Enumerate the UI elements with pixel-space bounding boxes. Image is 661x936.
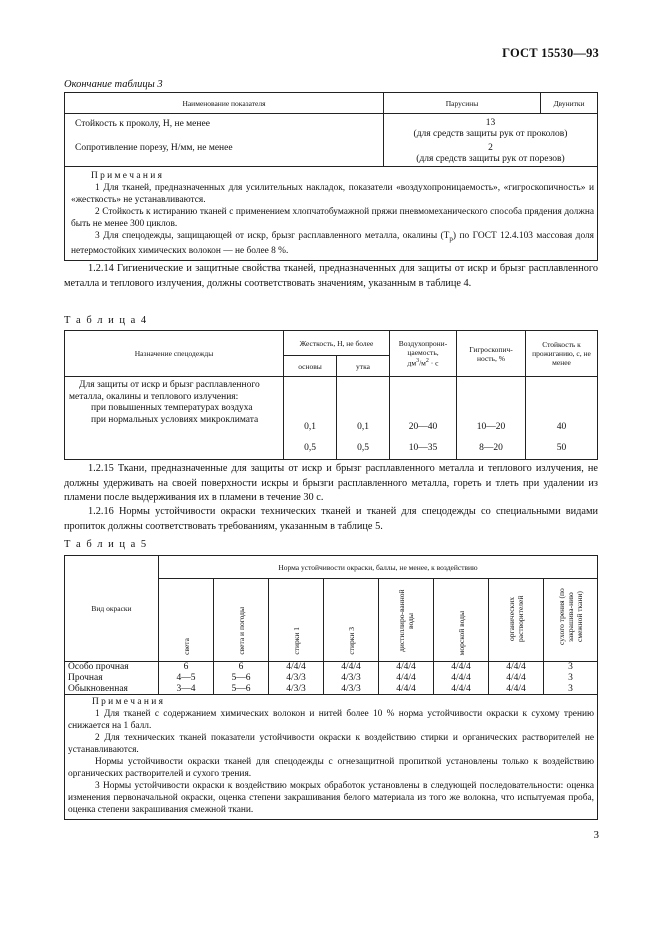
table4-hygro-value: 8—20 [479, 443, 503, 453]
table5-cell: 5—6 [214, 684, 269, 695]
table3-note: 1 Для тканей, предназначенных для усилительных накладок, показатели «воздухопроницаемость», «гигроскопичность» и «жесткость» не устанавливаются. [71, 183, 594, 205]
table4-burn-value: 40 [556, 422, 567, 432]
table4-warp-value: 0,1 [304, 422, 316, 432]
table5-cell: 4/4/4 [489, 673, 544, 684]
table4-group-label: Для защиты от искр и брызг расплавленного металла, окалины и теплового излучения: [69, 380, 260, 402]
table5-row-name: Обыкновенная [65, 684, 159, 695]
table5-header-kind: Вид окраски [65, 556, 159, 662]
table3 [64, 92, 598, 261]
table3-notes-title: П р и м е ч а н и я [91, 171, 162, 181]
table5-cell: 3—4 [159, 684, 214, 695]
table4-burn-value: 50 [556, 443, 567, 453]
paragraph-1-2-14: 1.2.14 Гигиенические и защитные свойства тканей, предназначенных для защиты от искр и брызг расплавленного металла и теплового излучения, должны соответствовать значениям, указанным в таблице 4. [64, 263, 598, 289]
table5-note: 2 Для технических тканей показатели устойчивости окраски к воздействию стирки и органических растворителей не устанавливаются. [68, 733, 594, 755]
table5-cell: 4/4/4 [379, 684, 434, 695]
table5-col-wash-1: стирки 1 [291, 627, 301, 655]
table5-cell: 3 [544, 684, 598, 695]
table5-notes-title: П р и м е ч а н и я [92, 697, 163, 707]
table5-header-norm: Норма устойчивости окраски, баллы, не менее, к воздействию [159, 556, 598, 579]
table4-header-stiffness: Жесткость, Н, не более [284, 331, 390, 356]
table5-cell: 4/4/4 [434, 662, 489, 673]
table4-header-warp: основы [284, 356, 337, 377]
table4-header-weft: утка [337, 356, 390, 377]
table5-row [65, 662, 598, 673]
table5-cell: 6 [159, 662, 214, 673]
table3-caption: Окончание таблицы 3 [64, 79, 163, 90]
doc-header: ГОСТ 15530—93 [502, 46, 599, 60]
table5-row [65, 673, 598, 684]
table5-note: 1 Для тканей с содержанием химических волокон и нитей более 10 % норма устойчивости окраски к сухому трению снижается на 1 балл. [68, 709, 594, 731]
table5-cell: 4/4/4 [324, 662, 379, 673]
table5-cell: 4/4/4 [434, 684, 489, 695]
table5-cell: 3 [544, 673, 598, 684]
table5-col-light-weather: света и погоды [236, 607, 246, 655]
paragraph-1-2-15: 1.2.15 Ткани, предназначенные для защиты от искр и брызг расплавленного металла и теплового излучения, не должны удерживать на своей поверхности искры и брызги расплавленного металла, гореть и тлеть при удалении из пламени после выдерживания их в пламени в течение 30 с. [64, 463, 598, 503]
table4-row-name: при повышенных температурах воздуха [91, 403, 253, 414]
table5-col-distilled-water: дистиллиро-ванной воды [397, 589, 415, 653]
table5-note: 3 Нормы устойчивости окраски к воздействию мокрых обработок установлены в следующей последовательности: оценка изменения первоначальной окраски, оценка степени закрашивания белого материала из того же волокна, что испытуемая проба, оценка степени закрашивания смежной ткани. [68, 781, 594, 815]
table5-cell: 3 [544, 662, 598, 673]
table3-row-name: Стойкость к проколу, Н, не менее [75, 119, 210, 129]
table3-header-twin: Двунитки [541, 93, 598, 114]
table5-col-solvents: органических растворителей [507, 595, 525, 643]
table4 [64, 330, 598, 460]
table4-header-purpose: Назначение спецодежды [65, 331, 284, 377]
table5-note: Нормы устойчивости окраски тканей для спецодежды с огнезащитной пропиткой установлены только к воздействию органических растворителей и сухого трения. [68, 757, 594, 779]
table4-weft-value: 0,1 [357, 422, 369, 432]
table5-col-wash-3: стирки 3 [346, 627, 356, 655]
table5-row-name: Прочная [65, 673, 159, 684]
table4-air-value: 10—35 [408, 443, 438, 453]
table4-warp-value: 0,5 [304, 443, 316, 453]
table3-note: 2 Стойкость к истиранию тканей с применением хлопчатобумажной пряжи пневмомеханического способа прядения должна быть не менее 300 циклов. [71, 207, 594, 229]
table3-notes-row [65, 167, 598, 261]
table5-row [65, 684, 598, 695]
table5-cell: 4/4/4 [489, 662, 544, 673]
table5-row-name: Особо прочная [65, 662, 159, 673]
table3-header-name: Наименование показателя [65, 93, 384, 114]
table5-cell: 4—5 [159, 673, 214, 684]
table5-label: Т а б л и ц а 5 [64, 539, 148, 550]
table5 [64, 555, 598, 820]
table4-header-burn: Стойкость к прожиганию, с, не менее [526, 331, 598, 377]
table5-cell: 4/3/3 [324, 684, 379, 695]
table4-header-air: Воздухопрони- цаемость, $дм^3/м^2 \cdot с$ [390, 331, 457, 377]
paragraph-1-2-16: 1.2.16 Нормы устойчивости окраски технических тканей и тканей для спецодежды со специальными видами пропиток должны соответствовать требованиям, указанным в таблице 5. [64, 506, 598, 532]
table3-row-note: (для средств защиты рук от порезов) [416, 153, 565, 164]
table5-header-row [65, 556, 598, 579]
table4-header-row [65, 331, 598, 356]
table5-cell: 4/4/4 [269, 662, 324, 673]
table5-cell: 4/4/4 [434, 673, 489, 684]
table4-header-hygro: Гигроскопич-ность, % [457, 331, 526, 377]
table5-cell: 6 [214, 662, 269, 673]
table4-hygro-value: 10—20 [476, 422, 506, 432]
table3-note: 3 Для спецодежды, защищающей от искр, брызг расплавленного металла, окалины $(Т_р)$ по ГОСТ 12.4.103 массовая доля нетермостойких химических волокон — не более 8 %. [71, 231, 594, 256]
page-number: 3 [593, 829, 599, 841]
table4-label: Т а б л и ц а 4 [64, 315, 148, 326]
table3-header-row [65, 93, 598, 114]
table5-cell: 4/4/4 [379, 673, 434, 684]
table4-data-row [65, 377, 598, 460]
table5-cell: 4/4/4 [379, 662, 434, 673]
table4-weft-value: 0,5 [357, 443, 369, 453]
table3-row-value: 2 [488, 143, 493, 153]
table5-col-light: света [181, 638, 191, 655]
table5-col-sea-water: морской воды [456, 610, 466, 655]
table5-cell: 5—6 [214, 673, 269, 684]
table3-header-sail: Парусины [384, 93, 541, 114]
table5-cell: 4/4/4 [489, 684, 544, 695]
table3-row-name: Сопротивление порезу, Н/мм, не менее [75, 143, 233, 153]
table5-notes-row [65, 695, 598, 820]
table5-cell: 4/3/3 [269, 673, 324, 684]
table5-col-dry-rubbing: сухого трения (по закрашива-нию смежной ткани) [557, 588, 584, 646]
table5-cell: 4/3/3 [324, 673, 379, 684]
table3-row-value: 13 [485, 118, 496, 128]
table4-row-name: при нормальных условиях микроклимата [91, 414, 259, 425]
table3-row-note: (для средств защиты рук от проколов) [413, 128, 568, 139]
table4-air-value: 20—40 [408, 422, 438, 432]
table3-data-row [65, 114, 598, 167]
table5-cell: 4/3/3 [269, 684, 324, 695]
